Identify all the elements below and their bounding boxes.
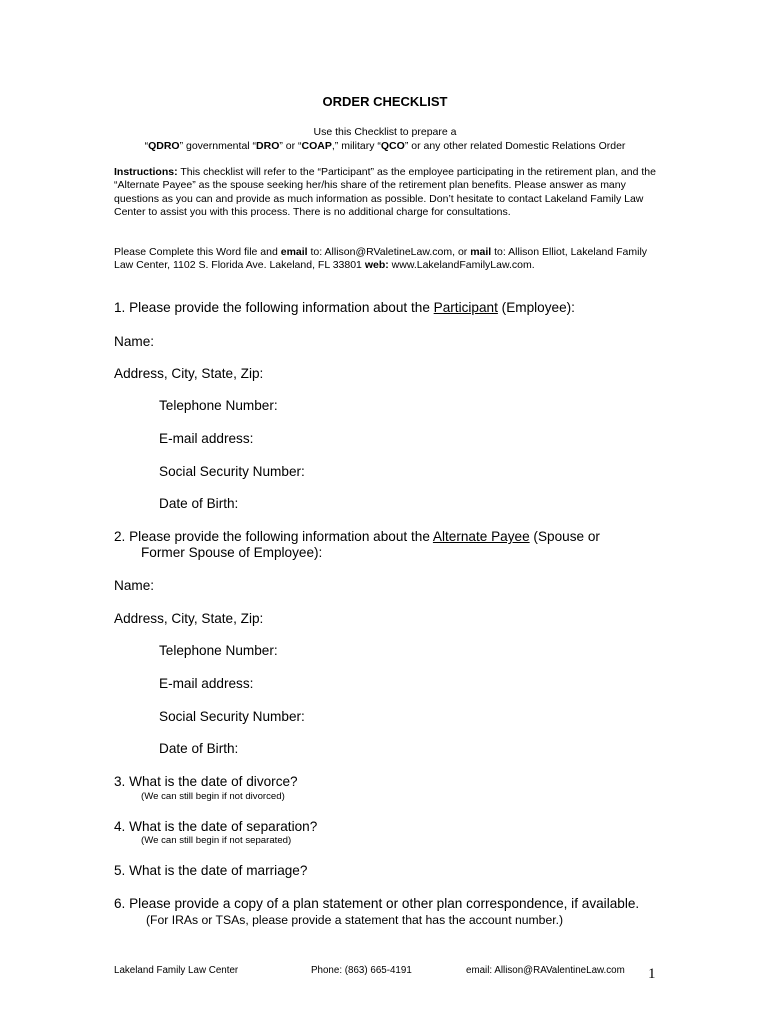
payee-dob-label: Date of Birth:	[159, 741, 239, 756]
instructions-paragraph	[114, 166, 659, 219]
participant-ssn-label: Social Security Number:	[159, 464, 305, 479]
instructions-text: This checklist will refer to the “Participant” as the employee participating in the retirement plan, and the “Alternate Payee” as the spouse seeking her/his share of the retirement plan benefits. Please answer as many questions as you can and provide as much information as possible. Don’t hesitate to contact Lakeland Family Law Center to assist you with this process. There is no additional charge for consultations.	[114, 166, 656, 218]
question-3: 3. What is the date of divorce?	[114, 774, 298, 789]
participant-address-label: Address, City, State, Zip:	[114, 366, 264, 381]
question-5: 5. What is the date of marriage?	[114, 863, 308, 878]
payee-address-label: Address, City, State, Zip:	[114, 611, 264, 626]
intro-text: “	[144, 140, 149, 152]
payee-phone-label: Telephone Number:	[159, 643, 278, 658]
question-3-note: (We can still begin if not divorced)	[141, 791, 285, 802]
participant-phone-label: Telephone Number:	[159, 398, 278, 413]
footer-phone: Phone: (863) 665-4191	[311, 965, 412, 976]
intro-line-2	[0, 140, 770, 152]
payee-name-label: Name:	[114, 578, 155, 593]
contact-text: to: Allison Elliot, Lakeland Family Law Center, 1102 S. Florida Ave. Lakeland, FL 33801	[114, 246, 648, 272]
web-label: web:	[364, 259, 389, 272]
intro-text: ” governmental “	[179, 140, 257, 152]
question-text: (Spouse or	[529, 529, 600, 544]
question-text: 1. Please provide the following information about the	[114, 300, 434, 315]
footer-organization: Lakeland Family Law Center	[114, 965, 239, 976]
payee-email-label: E-mail address:	[159, 676, 254, 691]
instructions-label: Instructions:	[114, 166, 178, 178]
coap-term: COAP	[301, 140, 332, 152]
dro-term: DRO	[256, 140, 280, 152]
intro-line-1: Use this Checklist to prepare a	[313, 126, 457, 138]
intro-text: ” or any other related Domestic Relations Order	[404, 140, 626, 152]
question-6: 6. Please provide a copy of a plan statement or other plan correspondence, if available.	[114, 896, 640, 911]
question-4: 4. What is the date of separation?	[114, 819, 318, 834]
participant-name-label: Name:	[114, 334, 155, 349]
contact-paragraph	[114, 246, 659, 273]
participant-dob-label: Date of Birth:	[159, 496, 239, 511]
question-2	[114, 529, 600, 544]
alternate-payee-term: Alternate Payee	[432, 529, 530, 544]
question-text: (Employee):	[497, 300, 575, 315]
question-4-note: (We can still begin if not separated)	[141, 835, 292, 846]
qdro-term: QDRO	[148, 140, 180, 152]
document-title: ORDER CHECKLIST	[322, 94, 448, 109]
mail-label: mail	[470, 246, 492, 258]
page-number: 1	[648, 966, 656, 982]
participant-term: Participant	[433, 300, 498, 315]
contact-text: www.LakelandFamilyLaw.com.	[388, 259, 535, 272]
intro-text: ” or “	[279, 140, 302, 152]
intro-text: ,” military “	[331, 140, 381, 152]
question-6-note: (For IRAs or TSAs, please provide a statement that has the account number.)	[146, 913, 564, 927]
contact-text: Please Complete this Word file and	[114, 246, 281, 258]
footer-email: email: Allison@RAValentineLaw.com	[466, 965, 625, 976]
qco-term: QCO	[380, 140, 405, 152]
contact-text: to: Allison@RValetineLaw.com, or	[307, 246, 471, 258]
question-2-line-2: Former Spouse of Employee):	[141, 545, 323, 560]
payee-ssn-label: Social Security Number:	[159, 709, 305, 724]
participant-email-label: E-mail address:	[159, 431, 254, 446]
question-1	[114, 300, 575, 315]
email-label: email	[280, 246, 308, 258]
question-text: 2. Please provide the following information about the	[114, 529, 433, 544]
